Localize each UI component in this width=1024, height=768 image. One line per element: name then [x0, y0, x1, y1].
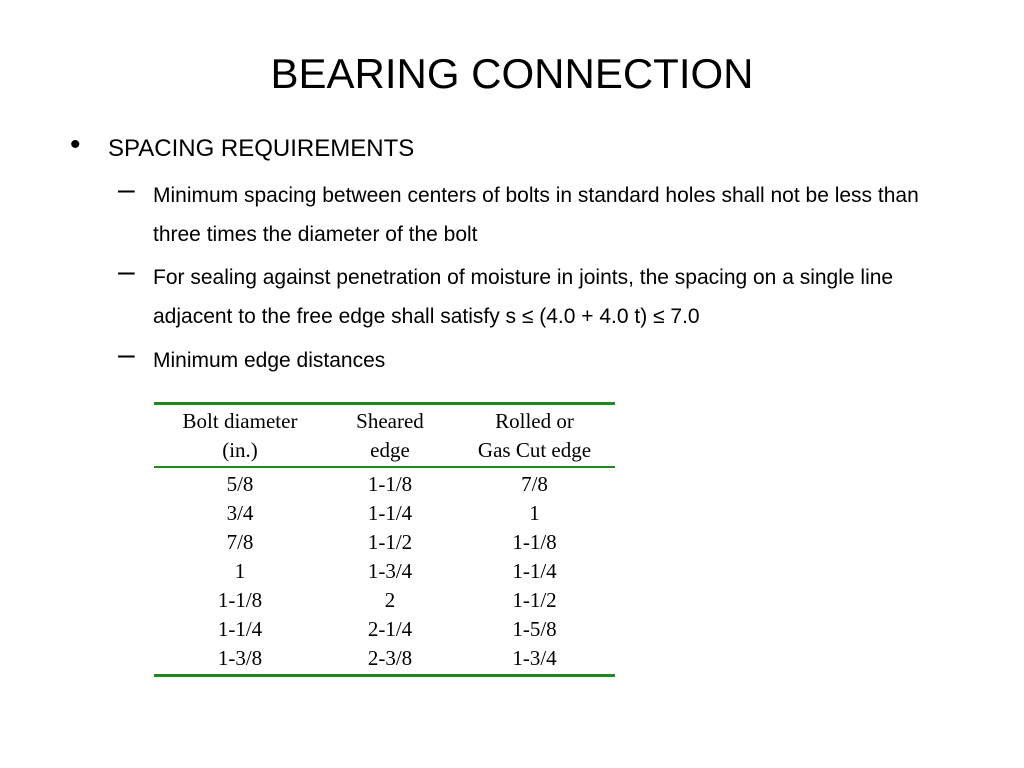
cell-rolled-edge: 1-3/4: [454, 644, 615, 676]
cell-bolt-diameter: 3/4: [226, 501, 254, 525]
cell-bolt-diameter: 1-1/8: [217, 588, 263, 612]
slide-title: BEARING CONNECTION: [270, 50, 754, 97]
cell-rolled-edge: 1-1/4: [512, 559, 557, 583]
bullet-text: SPACING REQUIREMENTS: [108, 135, 415, 162]
table-row: [154, 644, 615, 676]
sub-bullet-text: Minimum spacing between centers of bolts in standard holes shall not be less than three times the diameter of the bolt: [153, 184, 919, 246]
cell-rolled-edge: 1-1/2: [512, 588, 557, 612]
table-row: [154, 528, 615, 557]
table-row: [154, 557, 615, 586]
header-rolled-line2: Gas Cut edge: [454, 436, 615, 467]
header-sheared-line2: edge: [326, 436, 454, 467]
cell-rolled-edge: 1-5/8: [512, 617, 557, 641]
cell-rolled-edge: 1-1/8: [512, 530, 557, 554]
cell-sheared-edge: 1-1/8: [367, 472, 413, 496]
table-row: [154, 615, 615, 644]
cell-sheared-edge: 2-3/8: [326, 644, 454, 676]
dash-icon: –: [118, 338, 135, 371]
header-bolt-diameter-line2: (in.): [154, 436, 326, 467]
cell-sheared-edge: 2: [384, 588, 396, 612]
cell-rolled-edge: 1: [529, 501, 540, 525]
header-rolled-line1: Rolled or: [454, 404, 615, 437]
cell-bolt-diameter: 1: [234, 559, 246, 583]
table-row: [154, 499, 615, 528]
cell-sheared-edge: 1-1/2: [367, 530, 413, 554]
cell-sheared-edge: 1-1/4: [367, 501, 413, 525]
cell-bolt-diameter: 7/8: [226, 530, 254, 554]
cell-rolled-edge: 7/8: [521, 472, 548, 496]
cell-sheared-edge: 1-3/4: [367, 559, 413, 583]
cell-sheared-edge: 2-1/4: [367, 617, 413, 641]
bullet-dot-icon: •: [70, 128, 81, 161]
sub-bullet-text: Minimum edge distances: [153, 349, 386, 372]
table-row: [154, 467, 615, 499]
cell-bolt-diameter: 1-1/4: [217, 617, 263, 641]
dash-icon: –: [118, 173, 135, 206]
dash-icon: –: [118, 255, 135, 288]
edge-distance-table: [154, 402, 615, 677]
table-row: [154, 586, 615, 615]
header-sheared-line1: Sheared: [326, 404, 454, 437]
cell-bolt-diameter: 1-3/8: [154, 644, 326, 676]
header-bolt-diameter-line1: Bolt diameter: [154, 404, 326, 437]
sub-bullet-text: For sealing against penetration of moisture in joints, the spacing on a single line adjacent to the free edge shall satisfy s ≤ (4.0 + 4.0 t) ≤ 7.0: [153, 266, 894, 328]
cell-bolt-diameter: 5/8: [226, 472, 254, 496]
